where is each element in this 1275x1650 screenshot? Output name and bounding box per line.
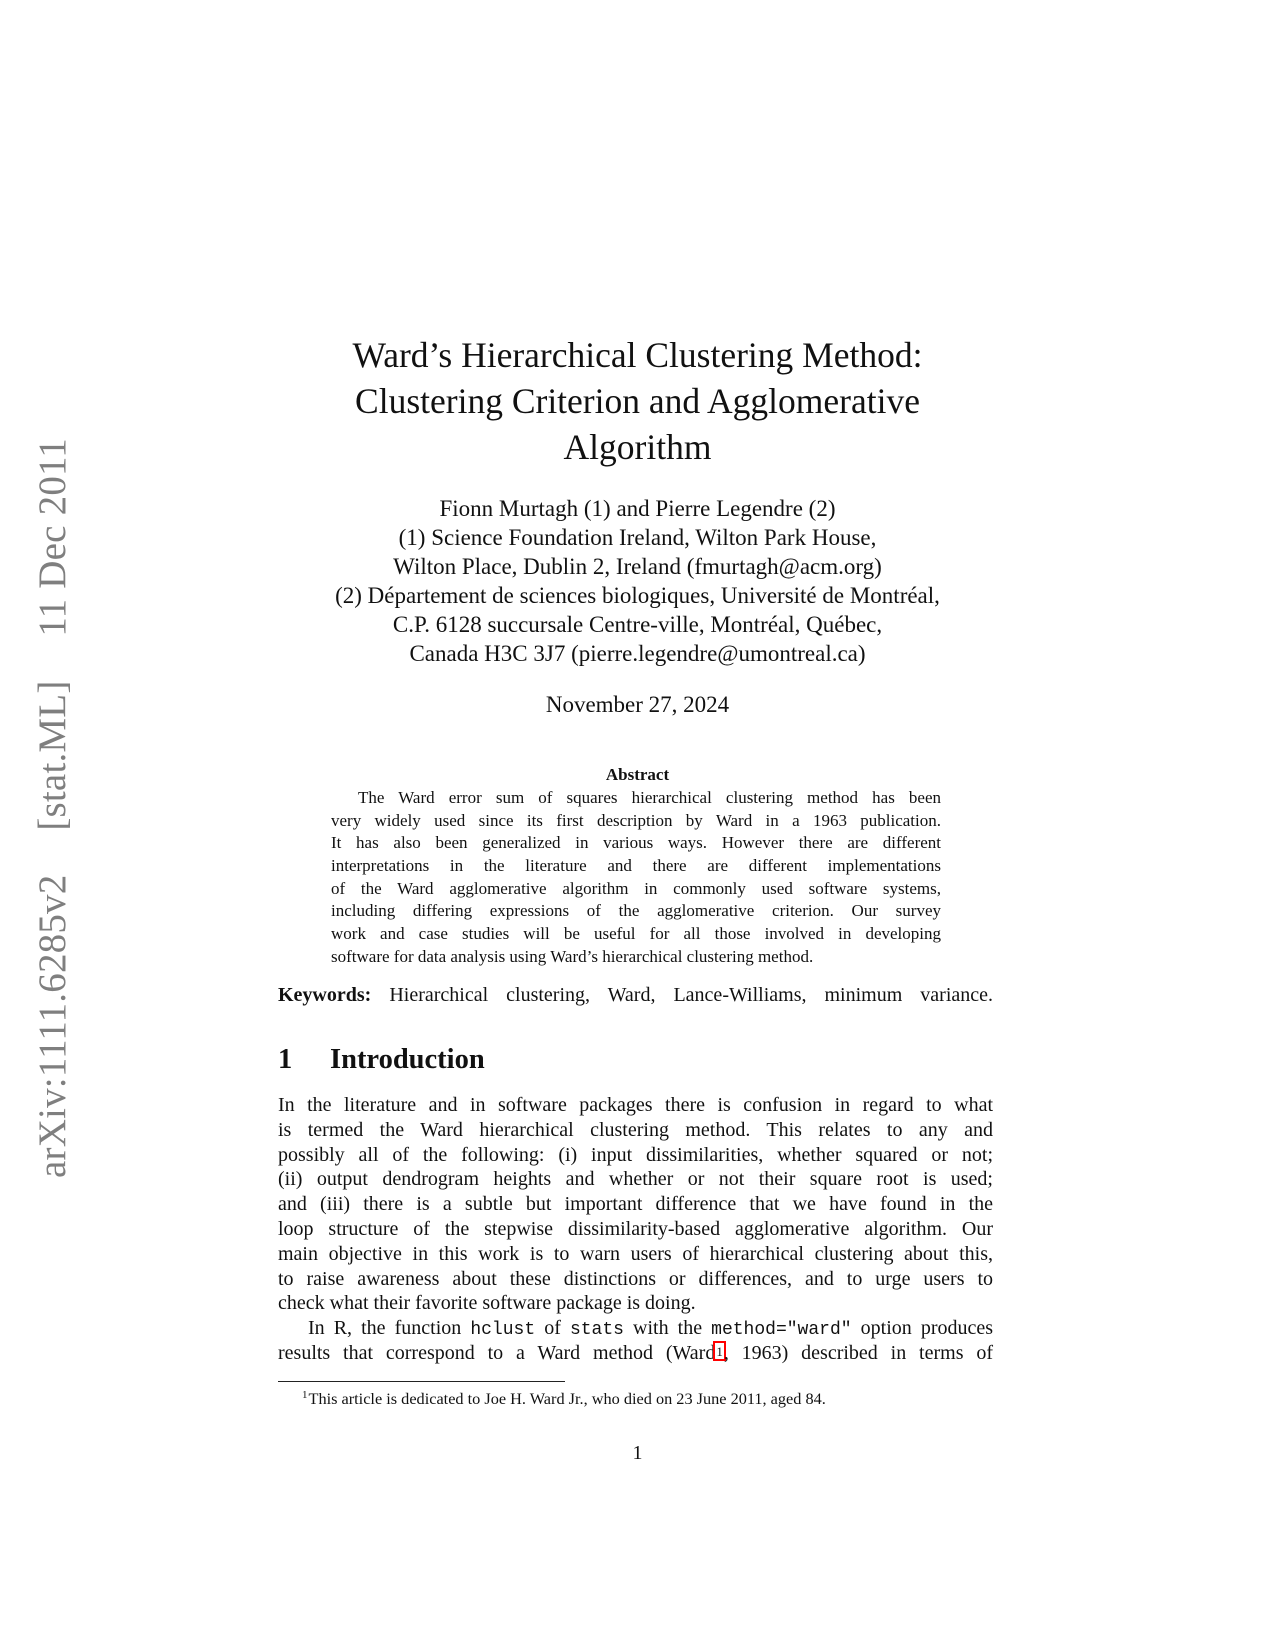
footnote-mark: 1 — [302, 1389, 308, 1401]
title-line: Clustering Criterion and Agglomerative — [355, 381, 920, 421]
keywords-label: Keywords: — [278, 984, 372, 1006]
author-names: Fionn Murtagh (1) and Pierre Legendre (2) — [439, 496, 836, 521]
section-title: Introduction — [330, 1044, 485, 1075]
paper-date: November 27, 2024 — [545, 692, 730, 717]
affiliation-line: C.P. 6128 succursale Centre-ville, Montréal, Québec, — [392, 612, 883, 637]
abstract-line: of the Ward agglomerative algorithm in commonly used software systems, — [331, 878, 941, 898]
footnote-divider — [278, 1381, 565, 1382]
footnote-link[interactable]: 1 — [713, 1341, 726, 1361]
page-number: 1 — [632, 1442, 643, 1464]
abstract-body — [331, 787, 941, 969]
affiliation-line: Canada H3C 3J7 (pierre.legendre@umontreal.ca) — [409, 641, 866, 666]
affiliation-line: Wilton Place, Dublin 2, Ireland (fmurtagh@acm.org) — [393, 554, 882, 579]
footnote — [302, 1385, 826, 1409]
abstract-line: It has also been generalized in various ways. However there are different — [331, 833, 941, 853]
arxiv-id: arXiv:1111.6285v2 — [31, 874, 74, 1178]
body-line: to raise awareness about these distinctions or differences, and to urge users to — [278, 1267, 993, 1290]
code-method-ward: method="ward" — [711, 1320, 852, 1341]
code-stats: stats — [569, 1320, 624, 1341]
affiliation-line: (1) Science Foundation Ireland, Wilton Park House, — [398, 525, 877, 550]
affiliation-line: (2) Département de sciences biologiques, Université de Montréal, — [335, 583, 940, 608]
code-hclust: hclust — [470, 1320, 536, 1341]
body-line: check what their favorite software package is doing. — [278, 1292, 696, 1315]
body-line: (ii) output dendrogram heights and whether or not their square root is used; — [278, 1168, 993, 1191]
body-line: is termed the Ward hierarchical clustering method. This relates to any and — [278, 1118, 993, 1141]
abstract-line: including differing expressions of the agglomerative criterion. Our survey — [331, 901, 941, 921]
abstract-line: work and case studies will be useful for all those involved in developing — [331, 924, 941, 944]
body-line-r-hclust: In R, the function hclust of stats with the method="ward" option produces — [308, 1317, 994, 1341]
footnote-text: This article is dedicated to Joe H. Ward Jr., who died on 23 June 2011, aged 84. — [308, 1389, 826, 1408]
abstract-line: The Ward error sum of squares hierarchical clustering method has been — [358, 788, 941, 807]
body-line: In the literature and in software packages there is confusion in regard to what — [278, 1094, 993, 1116]
arxiv-category: [stat.ML] — [31, 680, 74, 831]
body-line: loop structure of the stepwise dissimilarity-based agglomerative algorithm. Our — [278, 1217, 993, 1240]
arxiv-date: 11 Dec 2011 — [31, 438, 74, 637]
section-number: 1 — [278, 1044, 293, 1075]
abstract-line: interpretations in the literature and there are different implementations — [331, 856, 941, 876]
keywords — [278, 983, 993, 1008]
author-block — [0, 494, 1275, 668]
title-line: Algorithm — [563, 427, 712, 467]
title-line: Ward’s Hierarchical Clustering Method: — [352, 335, 923, 375]
section-heading — [278, 1042, 485, 1078]
abstract-heading: Abstract — [605, 765, 670, 784]
keywords-text: Hierarchical clustering, Ward, Lance-Williams, minimum variance. — [389, 984, 993, 1006]
abstract-line: software for data analysis using Ward’s hierarchical clustering method. — [331, 946, 814, 966]
introduction-body — [278, 1093, 993, 1366]
body-line: main objective in this work is to warn users of hierarchical clustering about this, — [278, 1242, 993, 1265]
paper-title — [0, 332, 1275, 470]
abstract-line: very widely used since its first description by Ward in a 1963 publication. — [331, 810, 941, 830]
body-line: and (iii) there is a subtle but important difference that we have found in the — [278, 1193, 993, 1216]
body-line: possibly all of the following: (i) input dissimilarities, whether squared or not; — [278, 1143, 993, 1166]
body-line-footnote-ref: results that correspond to a Ward method (Ward$^1$, 1963) described in terms of — [278, 1341, 993, 1364]
